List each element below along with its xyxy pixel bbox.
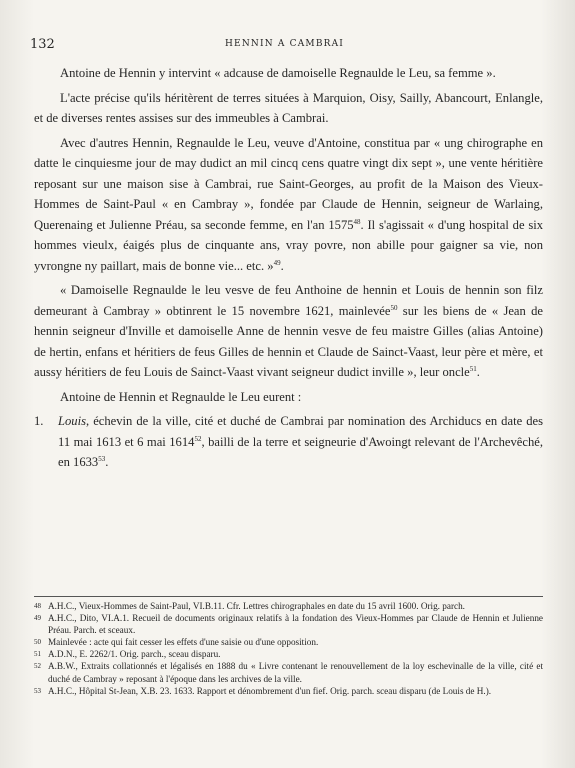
- footnote-ref-49: 49: [273, 258, 281, 267]
- footnote-number: 48: [34, 602, 41, 610]
- footnote-number: 53: [34, 686, 41, 695]
- paragraph-3: Avec d'autres Hennin, Regnaulde le Leu, veuve d'Antoine, constitua par « ung chirographe en datte le cinquiesme jour de may dudict an mil cincq cens quatre vingt dix sept », une vente héritière reposant sur une maison sise à Cambrai, rue Saint-Georges, au profit de la Maison des Vieux-Hommes de Saint-Paul « en Cambray », fondée par Claude de Hennin, seigneur de Warlaing, Querenaing et Julienne Préau, sa seconde femme, en l'an 1575$^{48}$. Il s'agissait « d'ung hospital de six hommes vieulx, éaigés plus de cinquante ans, vray povre, non abille pour gaigner sa vie, non yvrongne ny paillart, mais de bonne vie... etc. »$^{49}$.: [34, 135, 544, 273]
- footnote-52: [34, 660, 543, 684]
- paragraph-3b-text: Il s'agissait « d'ung hospital de six hommes vieulx, éaigés plus de cinquante ans, vray povre, non abille pour gaigner sa vie, non yvrongne ny paillart, mais de bonne vie... etc. »: [34, 217, 544, 273]
- body-text: [34, 63, 543, 473]
- footnote-text: A.H.C., Vieux-Hommes de Saint-Paul, VI.B.11. Cfr. Lettres chirographales en date du 15 avril 1600. Orig. parch.: [48, 601, 465, 611]
- enum-text: Louis, échevin de la ville, cité et duché de Cambrai par nomination des Archiducs en date des 11 mai 1613 et 6 mai 1614$^{52}$, bailli de la terre et seigneurie d'Awoingt relevant de l'Archevêché, en 1633$^{53}$.: [58, 414, 543, 469]
- enum-text-b: , bailli de la terre et seigneurie d'Awoingt relevant de l'Archevêché, en 1633: [58, 434, 543, 469]
- page-number: 132: [30, 37, 55, 52]
- footnote-text: A.D.N., E. 2262/1. Orig. parch., sceau disparu.: [48, 649, 221, 660]
- footnote-text: A.B.W., Extraits collationnés et légalisés en 1888 du « Livre contenant le renouvellement de la loy eschevinalle de la ville, cité et duché de Cambray » reposant à l'époque dans les archives de la ville.: [48, 661, 543, 684]
- page-header: [30, 37, 545, 57]
- enumerated-item-1: [34, 411, 543, 473]
- footnote-ref-50: 50: [390, 303, 398, 312]
- paragraph-5: Antoine de Hennin et Regnaulde le Leu eurent :: [60, 389, 302, 404]
- footnotes: [34, 596, 543, 697]
- footnote-text: Mainlevée : acte qui fait cesser les effets d'une saisie ou d'une opposition.: [48, 637, 319, 648]
- paragraph-4-text: « Damoiselle Regnaulde le leu vesve de feu Anthoine de hennin et Louis de hennin son filz demeurant à Cambray » obtinrent le 15 novembre 1621, mainlevée: [34, 283, 543, 318]
- footnote-ref-51: 51: [469, 364, 477, 373]
- paragraph-4: « Damoiselle Regnaulde le leu vesve de feu Anthoine de hennin et Louis de hennin son filz demeurant à Cambray » obtinrent le 15 novembre 1621, mainlevée$^{50}$ sur les biens de « Jean de hennin seigneur d'Inville et damoiselle Anne de hennin vesve de feu maistre Gilles (alias Antoine) de hertin, enfans et héritiers de feus Gilles de hennin et Claude de Sainct-Vaast, leur père et mère, et aussy héritiers de feu Louis de Sainct-Vaast vivant seigneur dudict inville », leur oncle$^{51}$.: [34, 283, 544, 379]
- footnote-number: 50: [34, 638, 41, 647]
- footnote-text: A.H.C., Dito, VI.A.1. Recueil de documents originaux relatifs à la fondation des Vieux-Hommes par Claude de Hennin et Julienne Préau. Parch. et sceaux.: [48, 613, 543, 636]
- enum-text-a: , échevin de la ville, cité et duché de Cambrai par nomination des Archiducs en date des 11 mai 1613 et 6 mai 1614: [58, 414, 543, 449]
- footnote-ref-53: 53: [98, 454, 106, 463]
- enum-number: 1.: [34, 414, 44, 428]
- paragraph-2: L'acte précise qu'ils héritèrent de terres situées à Marquion, Oisy, Sailly, Abancourt, Enlangle, et de diverses rentes assises sur des immeubles à Cambrai.: [34, 90, 543, 125]
- footnote-number: 52: [34, 662, 41, 671]
- footnote-50: [34, 636, 543, 648]
- footnote-number: 51: [34, 650, 41, 659]
- footnote-48: [34, 600, 543, 612]
- footnote-49: [34, 612, 543, 636]
- paragraph-1: Antoine de Hennin y intervint « adcause de damoiselle Regnaulde le Leu, sa femme ».: [60, 66, 496, 80]
- footnote-51: [34, 648, 543, 660]
- footnote-53: [34, 685, 543, 697]
- enum-name: Louis: [58, 414, 86, 428]
- footnote-ref-48: 48: [353, 217, 361, 226]
- footnote-number: 49: [34, 614, 41, 623]
- running-title: HENNIN A CAMBRAI: [225, 39, 345, 49]
- paragraph-3-text: Avec d'autres Hennin, Regnaulde le Leu, veuve d'Antoine, constitua par « ung chirographe en datte le cinquiesme jour de may dudict an mil cincq cens quatre vingt dix sept », une vente héritière reposant sur une maison sise à Cambrai, rue Saint-Georges, au profit de la Maison des Vieux-Hommes de Saint-Paul « en Cambray », fondée par Claude de Hennin, seigneur de Warlaing, Querenaing et Julienne Préau, sa seconde femme, en l'an 1575: [34, 135, 543, 232]
- paragraph-4b-text: sur les biens de « Jean de hennin seigneur d'Inville et damoiselle Anne de hennin vesve de feu maistre Gilles (alias Antoine) de hertin, enfans et héritiers de feus Gilles de hennin et Claude de Sainct-Vaast, leur père et mère, et aussy héritiers de feu Louis de Sainct-Vaast vivant seigneur dudict inville », leur oncle: [34, 303, 544, 379]
- footnote-ref-52: 52: [194, 434, 202, 443]
- footnote-text: A.H.C., Hôpital St-Jean, X.B. 23. 1633. Rapport et dénombrement d'un fief. Orig. parch. sceau disparu (de Louis de H.).: [48, 685, 492, 696]
